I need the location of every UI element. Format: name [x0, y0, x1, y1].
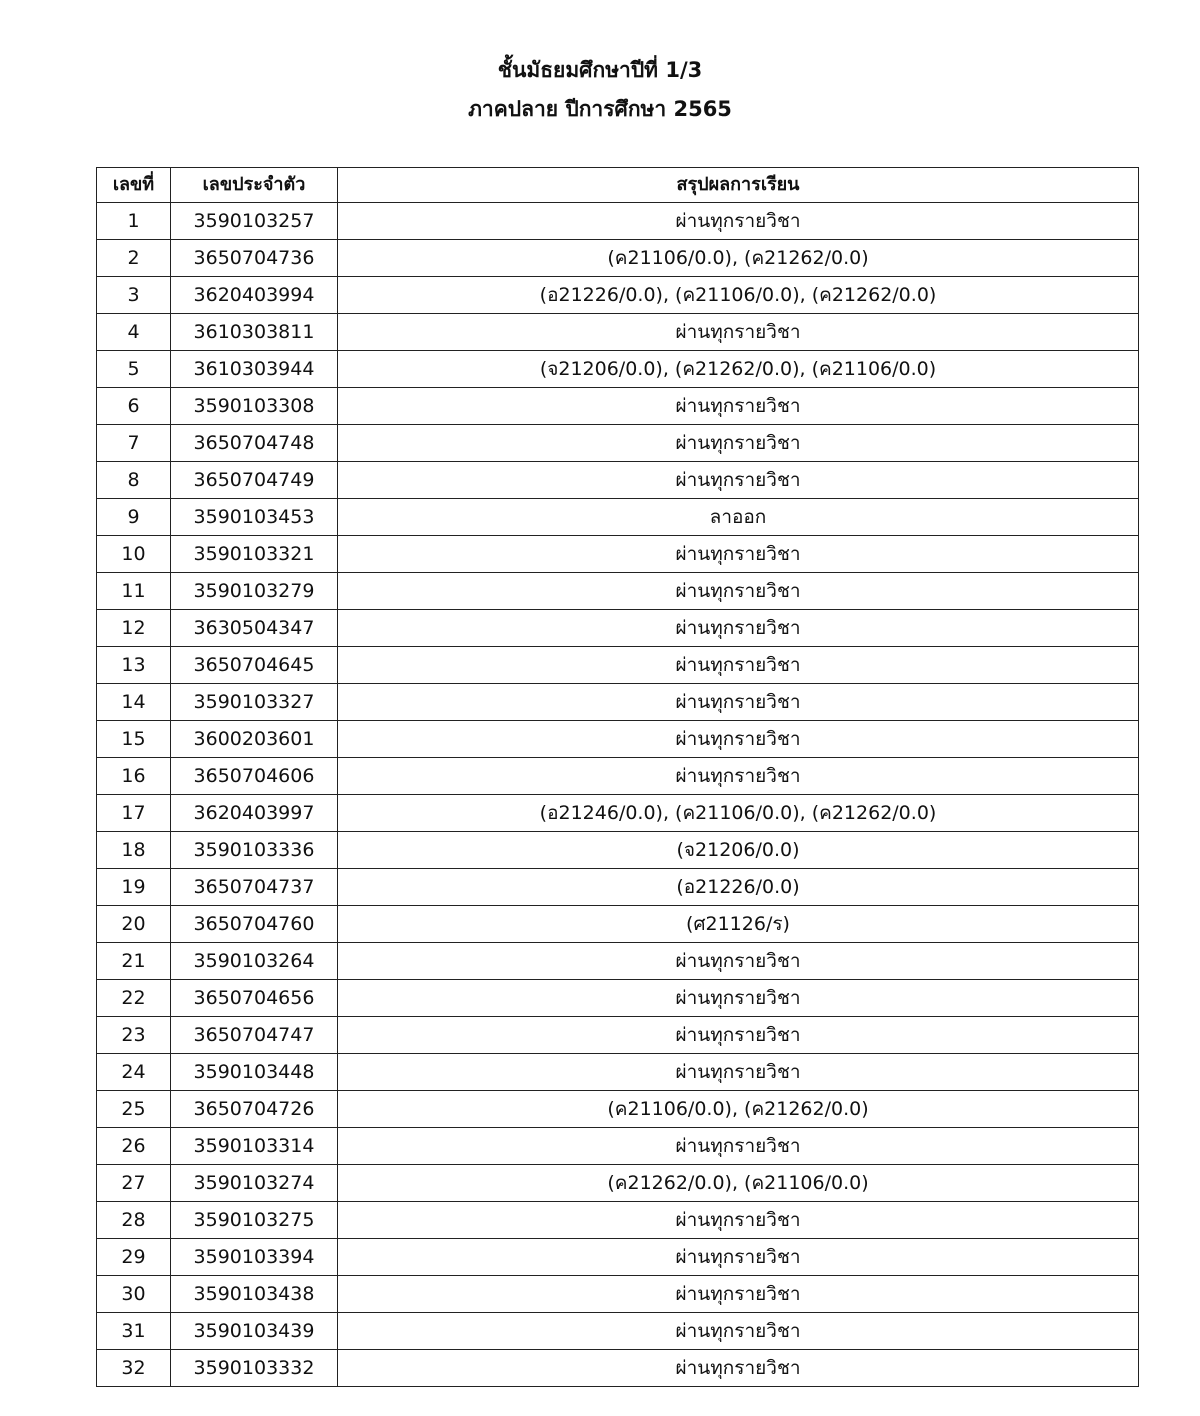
table-row: [97, 943, 1139, 980]
row-student-id: 3590103321: [171, 536, 338, 573]
row-student-id: 3650704656: [171, 980, 338, 1017]
row-summary: (อ21226/0.0): [338, 869, 1139, 906]
row-number: 5: [97, 351, 171, 388]
row-student-id: 3590103308: [171, 388, 338, 425]
row-student-id: 3590103439: [171, 1313, 338, 1350]
table-row: [97, 1128, 1139, 1165]
row-summary: ลาออก: [338, 499, 1139, 536]
row-summary: ผ่านทุกรายวิชา: [338, 721, 1139, 758]
row-summary: ผ่านทุกรายวิชา: [338, 1128, 1139, 1165]
row-number: 6: [97, 388, 171, 425]
table-row: [97, 314, 1139, 351]
row-student-id: 3590103448: [171, 1054, 338, 1091]
table-body: [97, 203, 1139, 1387]
row-summary: ผ่านทุกรายวิชา: [338, 1313, 1139, 1350]
table-row: [97, 1091, 1139, 1128]
row-number: 30: [97, 1276, 171, 1313]
row-student-id: 3590103274: [171, 1165, 338, 1202]
row-number: 2: [97, 240, 171, 277]
table-row: [97, 721, 1139, 758]
row-student-id: 3650704726: [171, 1091, 338, 1128]
row-number: 15: [97, 721, 171, 758]
row-summary: ผ่านทุกรายวิชา: [338, 314, 1139, 351]
row-student-id: 3610303944: [171, 351, 338, 388]
row-student-id: 3650704749: [171, 462, 338, 499]
row-number: 27: [97, 1165, 171, 1202]
row-student-id: 3600203601: [171, 721, 338, 758]
table-row: [97, 1350, 1139, 1387]
row-summary: (จ21206/0.0), (ค21262/0.0), (ค21106/0.0): [338, 351, 1139, 388]
table-row: [97, 610, 1139, 647]
row-summary: ผ่านทุกรายวิชา: [338, 203, 1139, 240]
row-student-id: 3590103257: [171, 203, 338, 240]
table-row: [97, 869, 1139, 906]
page-title: ชั้นมัธยมศึกษาปีที่ 1/3: [497, 58, 703, 82]
row-number: 28: [97, 1202, 171, 1239]
table-row: [97, 499, 1139, 536]
table-row: [97, 1054, 1139, 1091]
row-summary: ผ่านทุกรายวิชา: [338, 684, 1139, 721]
table-row: [97, 795, 1139, 832]
row-student-id: 3650704736: [171, 240, 338, 277]
row-number: 12: [97, 610, 171, 647]
table-row: [97, 1017, 1139, 1054]
row-student-id: 3620403997: [171, 795, 338, 832]
row-student-id: 3650704645: [171, 647, 338, 684]
table-row: [97, 1276, 1139, 1313]
row-student-id: 3590103394: [171, 1239, 338, 1276]
row-number: 14: [97, 684, 171, 721]
row-number: 11: [97, 573, 171, 610]
row-number: 31: [97, 1313, 171, 1350]
row-summary: (อ21246/0.0), (ค21106/0.0), (ค21262/0.0): [338, 795, 1139, 832]
row-summary: ผ่านทุกรายวิชา: [338, 758, 1139, 795]
row-number: 7: [97, 425, 171, 462]
row-student-id: 3590103336: [171, 832, 338, 869]
table-row: [97, 573, 1139, 610]
row-number: 3: [97, 277, 171, 314]
table-row: [97, 277, 1139, 314]
table-row: [97, 758, 1139, 795]
row-number: 19: [97, 869, 171, 906]
table-row: [97, 980, 1139, 1017]
row-number: 8: [97, 462, 171, 499]
table-row: [97, 684, 1139, 721]
row-student-id: 3590103264: [171, 943, 338, 980]
row-summary: ผ่านทุกรายวิชา: [338, 647, 1139, 684]
row-number: 16: [97, 758, 171, 795]
row-summary: ผ่านทุกรายวิชา: [338, 1239, 1139, 1276]
table-row: [97, 1239, 1139, 1276]
row-number: 25: [97, 1091, 171, 1128]
row-summary: ผ่านทุกรายวิชา: [338, 536, 1139, 573]
table-row: [97, 536, 1139, 573]
row-student-id: 3590103453: [171, 499, 338, 536]
row-summary: ผ่านทุกรายวิชา: [338, 573, 1139, 610]
table-row: [97, 240, 1139, 277]
results-table: [96, 167, 1139, 1387]
table-row: [97, 425, 1139, 462]
row-summary: (ศ21126/ร): [338, 906, 1139, 943]
row-student-id: 3590103327: [171, 684, 338, 721]
row-number: 24: [97, 1054, 171, 1091]
table-row: [97, 832, 1139, 869]
row-number: 23: [97, 1017, 171, 1054]
table-row: [97, 1202, 1139, 1239]
row-summary: ผ่านทุกรายวิชา: [338, 610, 1139, 647]
row-number: 9: [97, 499, 171, 536]
row-summary: ผ่านทุกรายวิชา: [338, 425, 1139, 462]
row-summary: ผ่านทุกรายวิชา: [338, 388, 1139, 425]
row-number: 21: [97, 943, 171, 980]
row-summary: (ค21106/0.0), (ค21262/0.0): [338, 240, 1139, 277]
row-summary: ผ่านทุกรายวิชา: [338, 1054, 1139, 1091]
table-row: [97, 203, 1139, 240]
row-summary: ผ่านทุกรายวิชา: [338, 980, 1139, 1017]
row-summary: ผ่านทุกรายวิชา: [338, 1017, 1139, 1054]
row-student-id: 3610303811: [171, 314, 338, 351]
row-number: 10: [97, 536, 171, 573]
row-number: 26: [97, 1128, 171, 1165]
row-student-id: 3650704748: [171, 425, 338, 462]
row-student-id: 3590103332: [171, 1350, 338, 1387]
row-summary: (อ21226/0.0), (ค21106/0.0), (ค21262/0.0): [338, 277, 1139, 314]
row-student-id: 3590103438: [171, 1276, 338, 1313]
table-header-row: [97, 168, 1139, 203]
header-number: เลขที่: [97, 168, 171, 203]
table-row: [97, 351, 1139, 388]
row-number: 17: [97, 795, 171, 832]
row-summary: (ค21106/0.0), (ค21262/0.0): [338, 1091, 1139, 1128]
row-student-id: 3590103314: [171, 1128, 338, 1165]
row-number: 4: [97, 314, 171, 351]
table-row: [97, 1165, 1139, 1202]
table-row: [97, 462, 1139, 499]
row-summary: ผ่านทุกรายวิชา: [338, 1276, 1139, 1313]
row-summary: ผ่านทุกรายวิชา: [338, 1202, 1139, 1239]
row-student-id: 3620403994: [171, 277, 338, 314]
header-summary: สรุปผลการเรียน: [338, 168, 1139, 203]
row-summary: ผ่านทุกรายวิชา: [338, 943, 1139, 980]
row-number: 29: [97, 1239, 171, 1276]
table-row: [97, 388, 1139, 425]
row-student-id: 3630504347: [171, 610, 338, 647]
row-number: 18: [97, 832, 171, 869]
row-student-id: 3650704606: [171, 758, 338, 795]
row-student-id: 3590103279: [171, 573, 338, 610]
table-row: [97, 906, 1139, 943]
row-summary: ผ่านทุกรายวิชา: [338, 462, 1139, 499]
page-subtitle: ภาคปลาย ปีการศึกษา 2565: [468, 97, 732, 121]
row-summary: (ค21262/0.0), (ค21106/0.0): [338, 1165, 1139, 1202]
row-summary: ผ่านทุกรายวิชา: [338, 1350, 1139, 1387]
row-student-id: 3590103275: [171, 1202, 338, 1239]
table-row: [97, 1313, 1139, 1350]
row-number: 1: [97, 203, 171, 240]
row-number: 32: [97, 1350, 171, 1387]
table-row: [97, 647, 1139, 684]
row-student-id: 3650704760: [171, 906, 338, 943]
row-number: 13: [97, 647, 171, 684]
row-student-id: 3650704737: [171, 869, 338, 906]
row-student-id: 3650704747: [171, 1017, 338, 1054]
row-number: 22: [97, 980, 171, 1017]
row-number: 20: [97, 906, 171, 943]
header-student-id: เลขประจำตัว: [171, 168, 338, 203]
row-summary: (จ21206/0.0): [338, 832, 1139, 869]
